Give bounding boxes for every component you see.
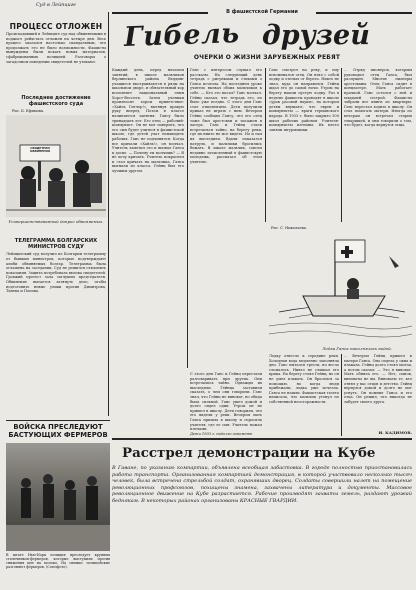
boat-illustration <box>269 226 412 344</box>
feature-header <box>112 4 412 64</box>
feature-title-word1: Гибель <box>123 17 241 54</box>
farmers-headline: ВОЙСКА ПРЕСЛЕДУЮТ БАСТУЮЩИХ ФЕРМЕРОВ <box>8 423 108 439</box>
left-column <box>6 3 106 332</box>
cartoon-credit: Рис. Б. Ефимова. <box>12 109 45 113</box>
farmers-photo-figures <box>6 443 110 551</box>
section-label: Суд в Лейпциге <box>35 3 77 8</box>
feature-tag: В фашистской Германии <box>226 9 298 15</box>
boat-drawing-caption: Лодка Ганса наполнялась водой. <box>322 346 392 351</box>
header-rule-right <box>316 12 412 14</box>
farmers-caption: В штате Нью-Йорк полиция преследует крупных стачечников-фермеров, которые выступили против снижения цен на молоко. На снимке: полицейские разгоняют фермеров. (Союзфото). <box>6 552 110 570</box>
boat-drawing <box>269 226 412 344</box>
feature-column-3: Ганс смотрел на реку, и ему вспоминался отец. Он взял с собой лодку и отплыл от берега. Никто не знал, куда он направился. Гейнц ждал его до самой ночи. Утром на берегу нашли пустую лодку. Раз в неделю фашисты проводят в школе «урок расовой науки», на котором детям внушают, что евреи и коммунисты — враги германского народа. В 1933 г. было закрыто 300 школ рабочих районов. Учителя-коммунисты изгнаны. Их место заняли штурмовики. <box>269 68 339 132</box>
cuba-block <box>112 438 412 577</box>
boat-drawing-credit: Рис. С. Николаева. <box>271 226 307 230</box>
cartoon-drawing <box>6 115 106 217</box>
bulgaria-article-text: Лейпцигский суд получил из Болгарии телеграмму от бывших министров, которые подтверждают алиби обвиняемых болгар. Телеграмма была оглашена на заседании. Суд не решился отклонить показания. Защита потребовала вызова свидетелей. Громкий протест зала заглушил председателя. Обвинение пытается затянуть дело, чтобы подготовить новые улики против Димитрова, Танева и Попова. <box>6 252 106 294</box>
trial-headline: ПРОЦЕСС ОТЛОЖЕН <box>9 22 103 31</box>
cuba-article-text: В Гаване, по указанию компартии, объявлена всеобщая забастовка. В городе полностью приостановилась работа транспорта. Организованная компартией демонстрация, в которой участвовало несколько тысяч человек, была встречена стрельбой солдат, охранявших дворец. Солдаты совершили налет на помещение революционных профсоюзов, похищены знамена, захвачены литература и документы. Массовое революционное движение на Кубе разрастается. Рабочие производят захваты земель, раздают урожай беднякам. В некоторых районах организованы КРАСНЫЕ ГВАРДИИ. <box>112 465 412 504</box>
header-rule-left <box>112 12 208 14</box>
feature-column-1: Каждый день, перед началом занятий, в школе мальчиков берлинского района Веддинг учащиеся выстраиваются в ряды на школьном дворе, и обязательный хор исполняет национальный гимн Хорст-Весселя. Затем ученики произносят хором приветствие: «Хайль Гитлер!», вытянув правую руку вперед. Потом в классе начинаются занятия. Гансу было тринадцать лет. Его отец — рабочий-коммунист. Он не мог поверить, что его сын будет учиться в фашистской школе, где детей учат ненавидеть рабочих. Ганс не подчинялся. Когда все кричали «Хайль!», он молчал. Учитель заметил это и вызвал Ганса к доске. — Почему ты молчишь? — Я не хочу кричать. Учитель покраснел и стал кричать на мальчика. Ганса выгнали из класса. Гейнц был его лучшим другом. <box>112 68 184 174</box>
feature-divider-3 <box>341 68 342 222</box>
feature-column-2: Ганс с интересом слушал его рассказы. На следующий день тетрадь с рисунками и стихами о Ганса исчезла. На последнем уроке учитель вызвал обоих мальчиков к себе. — Кто это писал? Ганс молчал. Гейнц сказал, что тетрадь его, но было уже поздно. С этого дня Ганс стал отщепенцем. Дети получили приказ не играть с ним. Вечером Гейнц сообщил Гансу, что его отец тоже был арестован и посажен в лагерь. Ганс и Гейнц стали встречаться тайно, на берегу реки, где их никто не мог видеть. Но и там их выследили. Вдали показался патруль, и мальчики бросились бежать. В школе мальчик, совсем недавно зачисленный в фашистскую молодежь, рассказал об этом учителю. <box>190 68 262 164</box>
cuba-headline: Расстрел демонстрации на Кубе <box>122 445 376 461</box>
bulgaria-headline: ТЕЛЕГРАММА БОЛГАРСКИХ МИНИСТРОВ СУДУ <box>14 238 98 251</box>
cartoon-illustration <box>6 115 106 217</box>
farmers-block <box>6 420 110 583</box>
center-section <box>112 4 412 436</box>
farmers-photo <box>6 443 110 551</box>
cartoon-headline: Последнее достижение фашистского суда <box>21 95 91 107</box>
feature-column-4: ... Отряд пионеров, которым руководил отец Ганса, был распущен. Многие пионеры арестованы. Отец Ганса сидит в концлагере. Мать работает прачкой. Ганс остался с ней и младшей сестрой. Фашисты забрали все книги из квартиры. Ганс перестал ходить в школу. Он стал помогать матери. Иногда по вечерам он встречал старых товарищей, и они говорили о том, что будет, когда вернутся отцы. <box>344 68 412 128</box>
trial-article-text: Происходивший в Лейпциге суд над обвиняемыми в поджоге рейхстага отложен на четыре дня. Весь процесс оказался настолько скандальным, что продолжать его не было возможности. Фашисты вынуждены были искать новых материалов, сфабрикованных полицией. Разговоры о загадочном поведении свидетелей не утихают. <box>6 32 106 64</box>
lower-column-3: ... Вечером Гейнц пришел к матери Ганса. Она сидела у окна и плакала. Гейнц долго стоял молча, а потом сказал: — Это я виноват. Мать обняла его. — Нет, сынок, виноваты не вы. Виноваты те, кто отнял у вас отцов и детство. Гейнц вернулся домой и долго не мог уснуть. Он помнил Ганса и его отца. Он решил, что никогда не забудет своего друга. <box>344 354 412 404</box>
feature-divider-2 <box>265 68 266 222</box>
farmers-top-rule <box>6 420 110 421</box>
feature-divider-1 <box>187 68 188 368</box>
column-divider <box>108 12 109 416</box>
cuba-top-rule <box>112 438 412 440</box>
cartoon-sign-text: СВИДЕТЕЛИ ОБВИНЕНИЯ <box>29 146 51 154</box>
cartoon-caption: Усовершенствованный допрос обвиняемых. <box>8 219 104 224</box>
feature-subtitle: ОЧЕРКИ О ЖИЗНИ ЗАРУБЕЖНЫХ РЕБЯТ <box>193 54 341 61</box>
article-signature: И. КАДИМОВ. <box>378 430 412 435</box>
feature-title-word2: друзей <box>262 20 370 51</box>
footnote-text: Дети 1933 г. надолго запомнят <box>190 432 253 436</box>
feature-divider-4 <box>341 354 342 436</box>
lower-column-1: С этого дня Ганс и Гейнц перестали разговаривать при других. Они встречались тайно. Однажды их выследили. Гейнца заставили сказать, о чем они говорили. Ганс знал, что Гейнц не виноват, но обида была сильной. Ганс ушел домой и долго сидел один. Утром он не пришел в школу. Дети говорили, что его видели у реки. Вечером мать Ганса пришла в школу и спросила учителя, где ее сын. Учитель пожал плечами. <box>190 372 262 432</box>
lower-column-2: Лодку отнесло к середине реки. Холодная вода медленно заполняла дно. Ганс пытался грести, но весло сломалось. Никто не слышал его крика. На берегу стоял Гейнц, но он не умел плавать. Он бросился за помощью, но когда люди прибежали, лодка уже исчезла. Ганса не нашли. Фашистская газета написала, что мальчик утонул по собственной неосторожности. <box>269 354 339 404</box>
